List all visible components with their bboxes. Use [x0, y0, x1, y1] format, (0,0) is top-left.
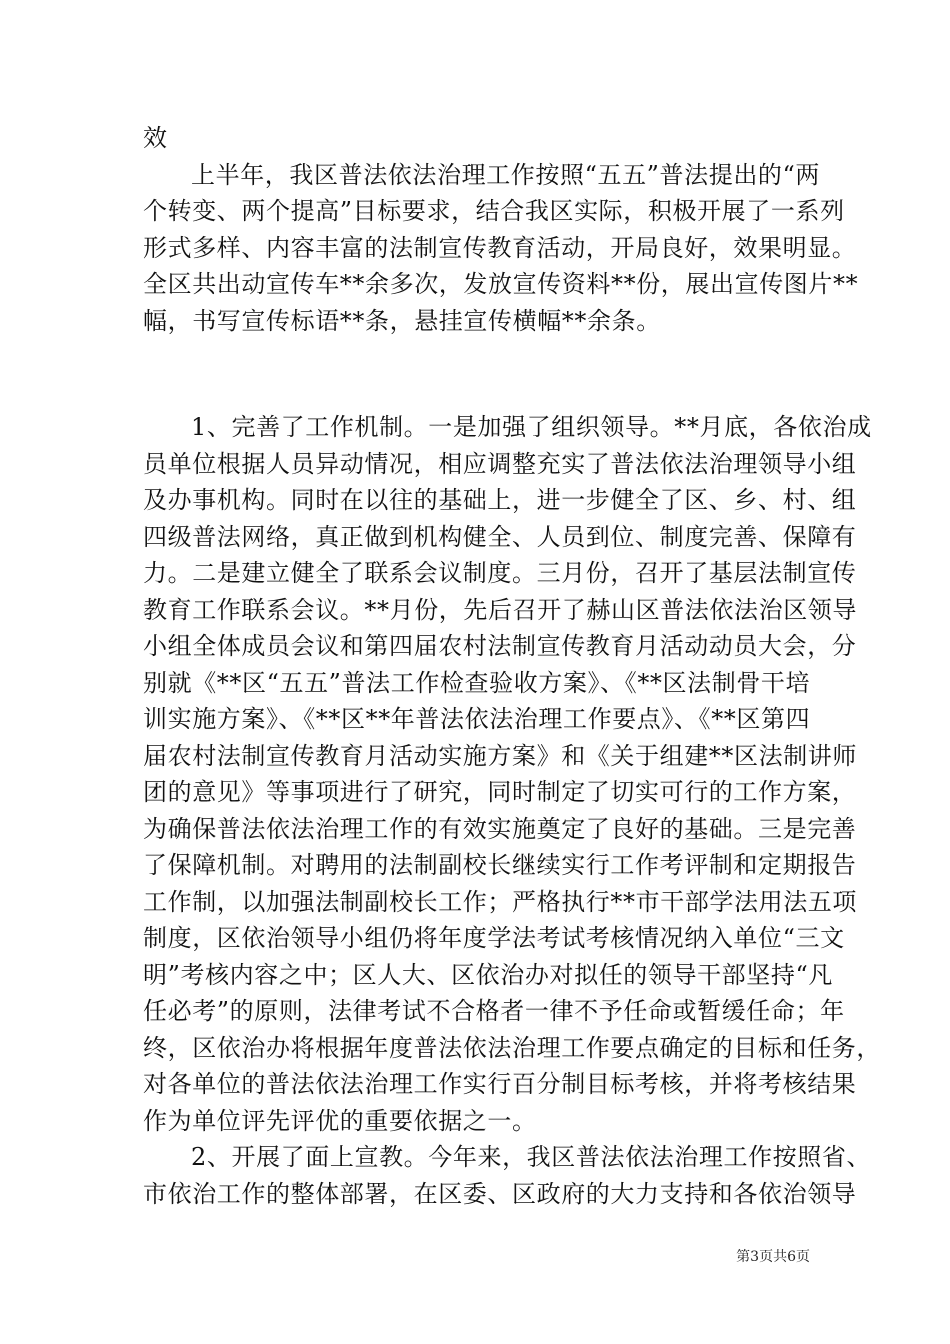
paragraph-overview [143, 157, 859, 340]
text-line: 终，区依治办将根据年度普法依法治理工作要点确定的目标和任务， [143, 1033, 881, 1062]
text-line: 团的意见》等事项进行了研究，同时制定了切实可行的工作方案， [143, 778, 857, 806]
text-line: 对各单位的普法依法治理工作实行百分制目标考核，并将考核结果 [143, 1070, 857, 1098]
text-line: 1、完善了工作机制。一是加强了组织领导。**月底，各依治成 [191, 413, 872, 441]
text-line: 教育工作联系会议。**月份，先后召开了赫山区普法依法治区领导 [143, 595, 857, 624]
text-line: 市依治工作的整体部署，在区委、区政府的大力支持和各依治领导 [143, 1179, 857, 1208]
text-line: 上半年，我区普法依法治理工作按照“五五”普法提出的“两 [191, 160, 821, 189]
text-line: 小组全体成员会议和第四届农村法制宣传教育月活动动员大会，分 [143, 632, 857, 660]
paragraph-publicity [143, 1139, 872, 1212]
text-line: 制度，区依治领导小组仍将年度学法考试考核情况纳入单位“三文 [143, 924, 845, 952]
text-line: 工作制，以加强法制副校长工作；严格执行**市干部学法用法五项 [143, 887, 857, 916]
text-line: 2、开展了面上宣教。今年来，我区普法依法治理工作按照省、 [191, 1143, 872, 1171]
text-line: 明”考核内容之中；区人大、区依治办对拟任的领导干部坚持“凡 [143, 960, 833, 989]
paragraph-spacer [143, 339, 808, 409]
text-line: 力。二是建立健全了联系会议制度。三月份，召开了基层法制宣传 [143, 559, 857, 587]
text-line: 个转变、两个提高”目标要求，结合我区实际，积极开展了一系列 [143, 197, 845, 225]
text-line: 全区共出动宣传车**余多次，发放宣传资料**份，展出宣传图片** [143, 270, 859, 298]
text-line: 员单位根据人员异动情况，相应调整充实了普法依法治理领导小组 [143, 449, 857, 478]
text-line: 四级普法网络，真正做到机构健全、人员到位、制度完善、保障有 [143, 522, 857, 551]
text-line: 为确保普法依法治理工作的有效实施奠定了良好的基础。三是完善 [143, 814, 857, 843]
text-line: 幅，书写宣传标语**条，悬挂宣传横幅**余条。 [143, 306, 661, 335]
document-body [143, 120, 881, 1212]
text-line: 作为单位评先评优的重要依据之一。 [143, 1106, 537, 1135]
text-line: 训实施方案》、《**区**年普法依法治理工作要点》、《**区第四 [143, 705, 811, 733]
paragraph-work-mechanism [143, 409, 881, 1139]
text-line: 及办事机构。同时在以往的基础上，进一步健全了区、乡、村、组 [143, 486, 857, 514]
page-number: 第3页共6页 [736, 1249, 810, 1265]
heading-tail: 效 [143, 124, 168, 152]
text-line: 了保障机制。对聘用的法制副校长继续实行工作考评制和定期报告 [143, 851, 857, 879]
text-line: 任必考”的原则，法律考试不合格者一律不予任命或暂缓任命；年 [143, 997, 845, 1025]
text-line: 形式多样、内容丰富的法制宣传教育活动，开局良好，效果明显。 [143, 233, 857, 262]
text-line: 别就《**区“五五”普法工作检查验收方案》、《**区法制骨干培 [143, 668, 811, 697]
text-line: 届农村法制宣传教育月活动实施方案》和《关于组建**区法制讲师 [143, 741, 857, 770]
